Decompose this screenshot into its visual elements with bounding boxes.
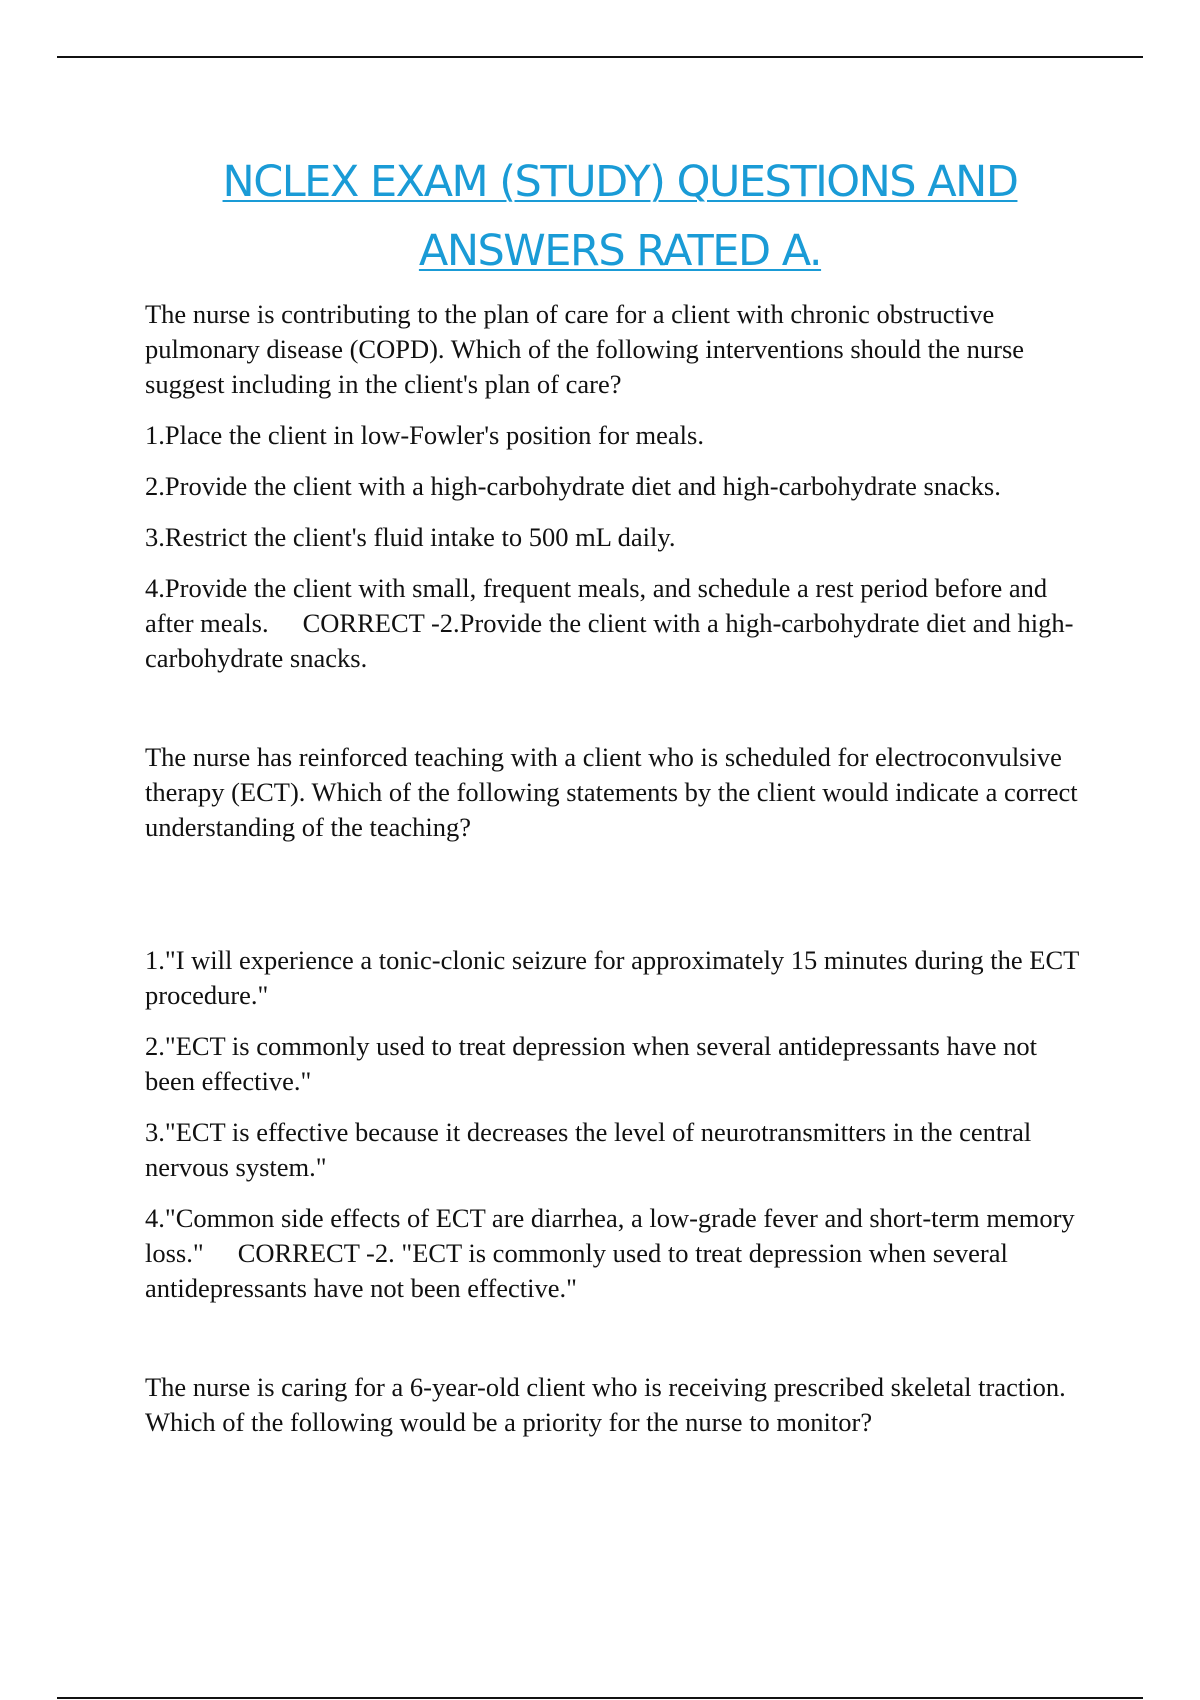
question-2-answer: CORRECT -2. "ECT is commonly used to treat depression when several antidepressants have not been effective." [145,1238,1008,1303]
document-title [60,148,1180,286]
question-1-option-1: 1.Place the client in low-Fowler's position for meals. [145,420,704,450]
question-2-stem: The nurse has reinforced teaching with a client who is scheduled for electroconvulsive therapy (ECT). Which of the following statements by the client would indicate a correct understanding of the teaching? [145,742,1078,842]
top-rule [57,56,1143,58]
question-2-option-2: 2."ECT is commonly used to treat depression when several antidepressants have not been effective." [145,1031,1037,1096]
document-body [145,297,1090,1440]
question-2-option-4 [145,1201,1090,1306]
question-3-stem: The nurse is caring for a 6-year-old client who is receiving prescribed skeletal traction. Which of the following would be a priority for the nurse to monitor? [145,1372,1066,1437]
question-1-stem: The nurse is contributing to the plan of care for a client with chronic obstructive pulmonary disease (COPD). Which of the following interventions should the nurse suggest including in the client's plan of care? [145,299,1025,399]
question-1-option-4-text: 4.Provide the client with small, frequent meals, and schedule a rest period before and after meals. [145,573,1048,638]
question-1-option-2: 2.Provide the client with a high-carbohydrate diet and high-carbohydrate snacks. [145,471,1001,501]
title-line-1: NCLEX EXAM (STUDY) QUESTIONS AND [222,157,1018,207]
question-2-option-1: 1."I will experience a tonic-clonic seizure for approximately 15 minutes during the ECT procedure." [145,945,1079,1010]
question-2-option-3: 3."ECT is effective because it decreases the level of neurotransmitters in the central nervous system." [145,1117,1032,1182]
question-1-option-3: 3.Restrict the client's fluid intake to 500 mL daily. [145,522,676,552]
title-line-2: ANSWERS RATED A. [418,226,822,276]
question-1-answer: CORRECT -2.Provide the client with a high-carbohydrate diet and high-carbohydrate snacks. [145,608,1074,673]
question-2-option-4-text: 4."Common side effects of ECT are diarrhea, a low-grade fever and short-term memory loss." [145,1203,1075,1268]
bottom-rule [57,1697,1143,1699]
question-1-option-4 [145,571,1090,676]
